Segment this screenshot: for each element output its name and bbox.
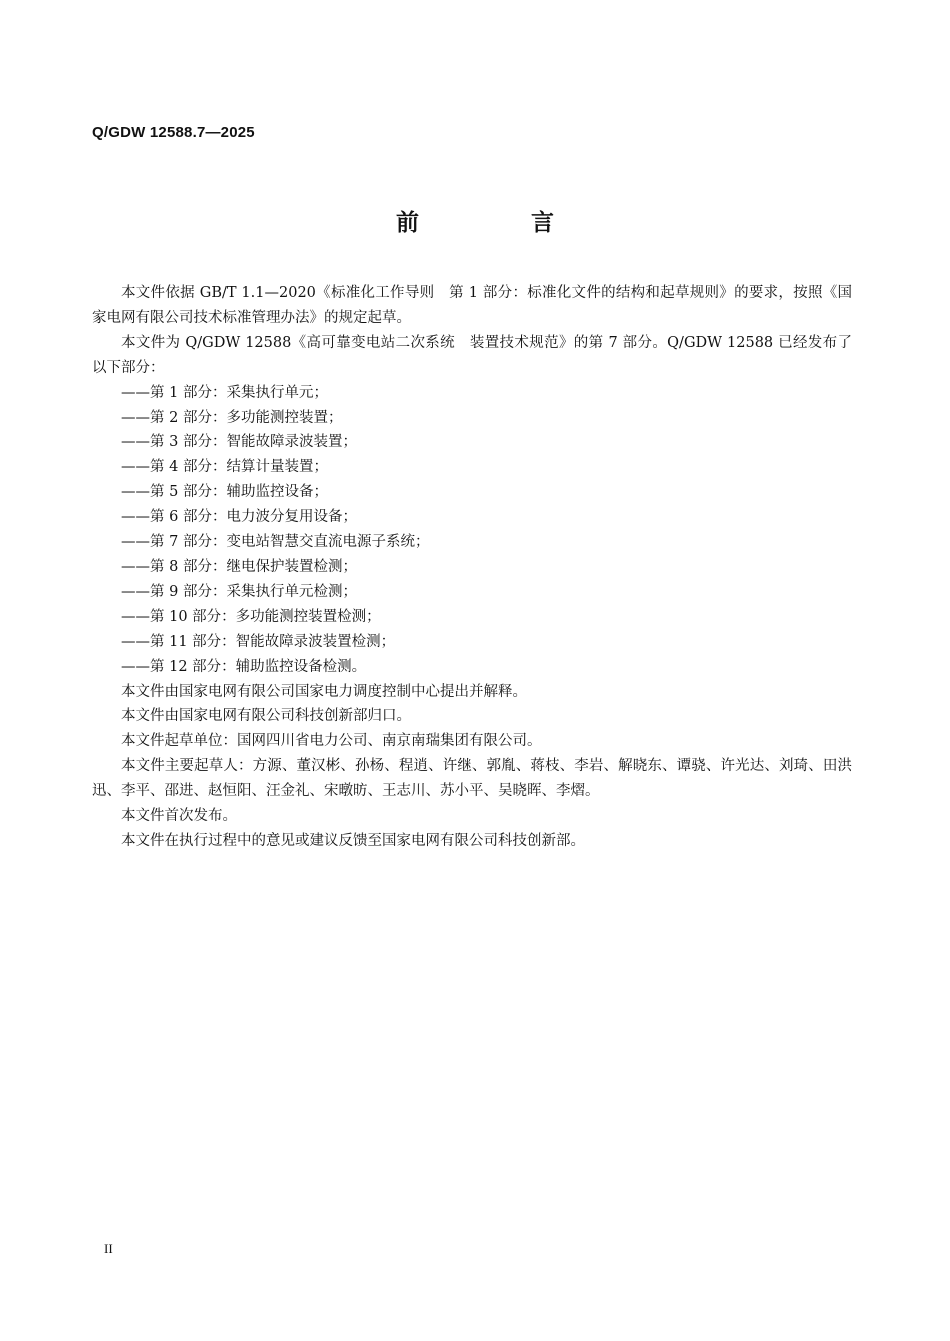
page-number: II xyxy=(104,1241,113,1256)
list-item: ——第 3 部分：智能故障录波装置； xyxy=(121,434,357,451)
list-item: ——第 5 部分：辅助监控设备； xyxy=(121,484,328,501)
list-item: ——第 11 部分：智能故障录波装置检测； xyxy=(121,633,396,650)
page-title: 前 言 xyxy=(395,210,606,236)
list-item: ——第 4 部分：结算计量装置； xyxy=(121,459,328,476)
paragraph-drafters: 本文件主要起草人：方源、董汉彬、孙杨、程逍、许继、郭胤、蒋枝、李岩、解晓东、谭骁、许光达、刘琦、田洪迅、李平、邵进、赵恒阳、汪金礼、宋暾昉、王志川、苏小平、吴晓晖、李熠。 xyxy=(92,758,852,800)
list-item: ——第 6 部分：电力波分复用设备； xyxy=(121,509,357,526)
list-item: ——第 10 部分：多功能测控装置检测； xyxy=(121,608,381,625)
paragraph-proposer: 本文件由国家电网有限公司国家电力调度控制中心提出并解释。 xyxy=(121,683,527,700)
paragraph-first-release: 本文件首次发布。 xyxy=(121,808,237,825)
paragraph-feedback: 本文件在执行过程中的意见或建议反馈至国家电网有限公司科技创新部。 xyxy=(121,832,585,849)
list-item: ——第 8 部分：继电保护装置检测； xyxy=(121,558,357,575)
paragraph-drafting-units: 本文件起草单位：国网四川省电力公司、南京南瑞集团有限公司。 xyxy=(121,733,542,750)
document-code: Q/GDW 12588.7—2025 xyxy=(92,124,255,141)
list-item: ——第 12 部分：辅助监控设备检测。 xyxy=(121,658,367,675)
list-item: ——第 2 部分：多功能测控装置； xyxy=(121,409,343,426)
paragraph-owner: 本文件由国家电网有限公司科技创新部归口。 xyxy=(121,708,411,725)
list-item: ——第 7 部分：变电站智慧交直流电源子系统； xyxy=(121,534,430,551)
list-item: ——第 9 部分：采集执行单元检测； xyxy=(121,583,357,600)
list-item: ——第 1 部分：采集执行单元； xyxy=(121,384,328,401)
foreword-body xyxy=(92,281,852,854)
paragraph-series: 本文件为 Q/GDW 12588《高可靠变电站二次系统 装置技术规范》的第 7 部分。Q/GDW 12588 已经发布了以下部分： xyxy=(92,334,852,376)
paragraph-basis: 本文件依据 GB/T 1.1—2020《标准化工作导则 第 1 部分：标准化文件的结构和起草规则》的要求，按照《国家电网有限公司技术标准管理办法》的规定起草。 xyxy=(92,285,852,326)
